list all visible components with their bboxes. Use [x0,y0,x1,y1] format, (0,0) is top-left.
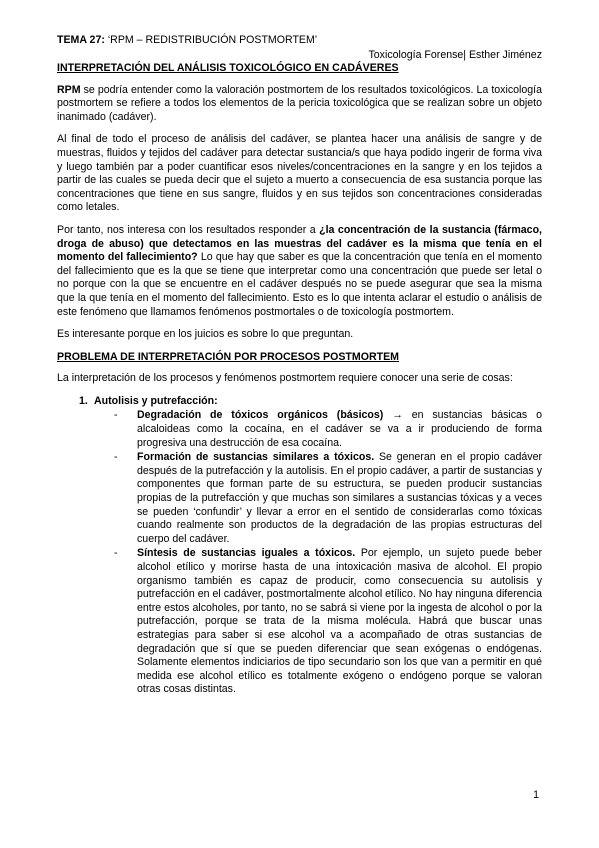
sub-item-formacion [57,451,542,546]
list-number: 1. [79,394,88,407]
sub-list [57,409,542,696]
page-content [57,34,542,698]
arrow-icon: → [383,409,412,422]
sub-item-heading: Formación de sustancias similares a tóxicos. [137,451,375,464]
tema-title: ‘RPM – REDISTRIBUCIÓN POSTMORTEM’ [104,34,318,46]
document-title: INTERPRETACIÓN DEL ANÁLISIS TOXICOLÓGICO EN CADÁVERES [57,62,399,74]
sub-item-heading: Síntesis de sustancias iguales a tóxicos. [137,547,356,560]
sub-item-degradacion [57,409,542,450]
paragraph-1-text: se podría entender como la valoración postmortem de los resultados toxicológicos. La toxicología postmortem se refiere a todos los elementos de la pericia toxicológica que se realizan sobre un objeto inanimado (cadáver). [57,83,542,123]
paragraph-2: Al final de todo el proceso de análisis del cadáver, se plantea hacer una análisis de sangre y de muestras, fluidos y tejidos del cadáver para detectar sustancia/s que haya podido ingerir de forma viva y luego también par a poder cuantificar esos niveles/concentraciones en la sangre y en los tejidos a partir de las cuales se pueda decir que el sujeto a muerto a consecuencia de esa sustancia porque las concentraciones que tiene en sus sangre, fluidos y en sus tejidos son concentraciones consideradas como letales. [57,133,542,214]
paragraph-3 [57,224,542,319]
sub-item-text: en sustancias básicas o alcaloideas como la cocaína, en el cadáver se va a ir produciendo de forma progresiva una destrucción de esa cocaína. [137,409,542,449]
paragraph-3-pre: Por tanto, nos interesa con los resultados responder a [57,223,320,236]
dash-bullet: - [114,409,118,422]
tema-label: TEMA 27: [57,34,105,46]
page-number: 1 [533,789,539,801]
paragraph-3-post: Lo que hay que saber es que la concentración que tenía en el momento del fallecimiento que es la que se tiene que interpretar como una concentración que puede ser letal o no porque con la que se encuentre en el cadáver después no se puede asegurar que sea la misma que la que tenía en el momento del fallecimiento. Esto es lo que intenta aclarar el estudio o análisis de este fenómeno que llamamos fenómenos postmortales o de toxicología postmortem. [57,251,542,318]
sub-item-text: Por ejemplo, un sujeto puede beber alcohol etílico y morirse hasta de una intoxicación masiva de alcohol. El propio organismo también es capaz de producir, como consecuencia su autolisis y putrefacción en el cadáver, postmortalmente alcohol etílico. No hay ninguna diferencia entre estos alcoholes, por tanto, no se sabrá si viene por la ingesta de alcohol o por la putrefacción, porque se trata de la misma molécula. Habrá que buscar unas estrategias para saber si ese alcohol va a acompañado de otras sustancias de degradación que sí que se pueden diferenciar que sean exógenas o endógenas. Solamente elementos indiciarios de tipo secundario son los que van a permitir en qué medida ese alcohol etílico es totalmente exógeno o endógeno porque se valoran otras cosas distintas. [137,547,542,696]
sub-item-heading: Degradación de tóxicos orgánicos (básicos) [137,409,384,422]
paragraph-1 [57,84,542,125]
list-item-label: Autolisis y putrefacción: [94,394,218,407]
paragraph-4: Es interesante porque en los juicios es sobre lo que preguntan. [57,328,354,341]
rpm-term: RPM [57,83,81,96]
sub-item-text: Se generan en el propio cadáver después de la putrefacción y la autolisis. En el propio cadáver, a partir de sustancias y componentes que forman parte de su estructura, se pueden producir sustancias propias de la putrefacción y que muchas son similares a sustancias tóxicas y a veces se pueden ‘confundir’ y llevar a error en el sentido de considerarlas como tóxicas cuando realmente son productos de la degradación de las propias estructuras del cuerpo del cadáver. [137,451,542,545]
list-item-autolisis [57,395,542,409]
dash-bullet: - [114,451,118,464]
dash-bullet: - [114,547,118,560]
section-intro: La interpretación de los procesos y fenómenos postmortem requiere conocer una serie de cosas: [57,372,513,385]
numbered-list [57,395,542,409]
header-subtitle: Toxicología Forense| Esther Jiménez [368,49,542,61]
sub-item-sintesis [57,547,542,697]
section-title: PROBLEMA DE INTERPRETACIÓN POR PROCESOS POSTMORTEM [57,350,399,363]
header-line [57,34,542,48]
key-question: ¿la concentración de la sustancia (fármaco, droga de abuso) que detectamos en las muestras del cadáver es la misma que tenía en el momento del fallecimiento? [57,223,542,264]
